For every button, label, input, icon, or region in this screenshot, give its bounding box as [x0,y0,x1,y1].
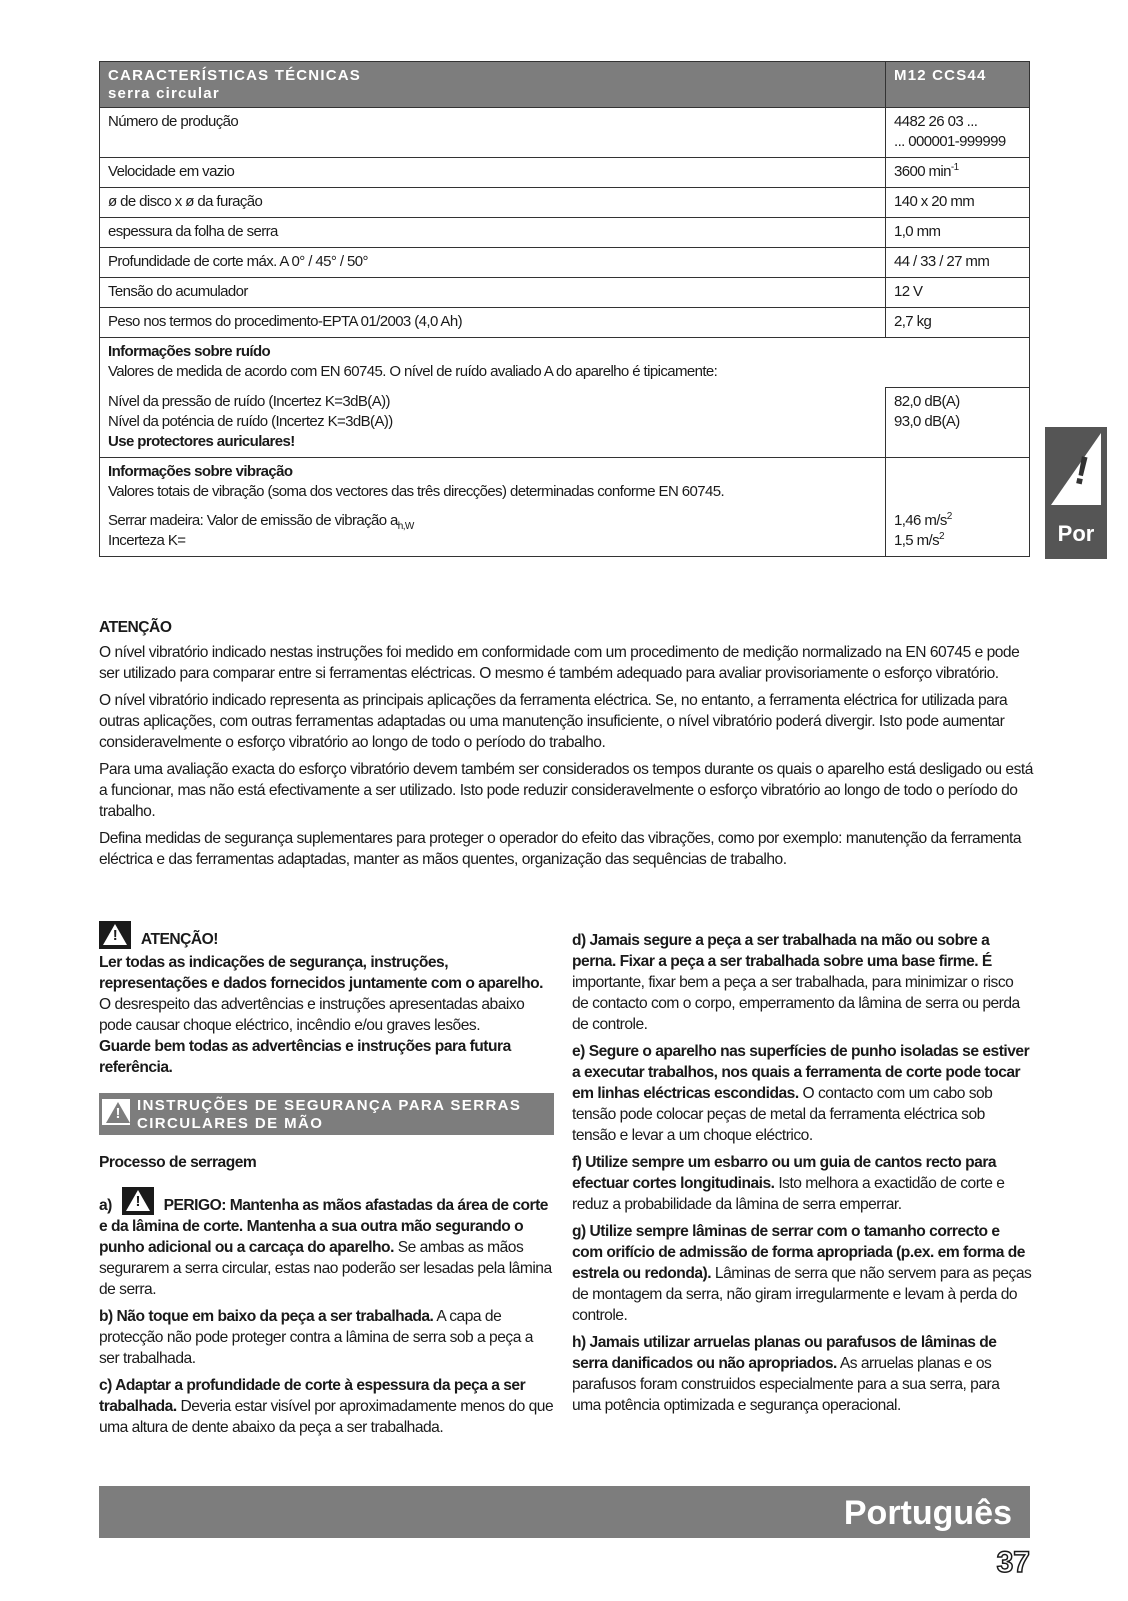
unit-exponent: 2 [946,510,952,522]
rule-h [572,1332,1032,1416]
vibration-emission-number: 1,46 m/s [894,511,947,529]
rule-d-bold: d) Jamais segure a peça a ser trabalhada na mão ou sobre a perna. Fixar a peça a ser trabalhada sobre uma base firme. É [572,932,992,970]
spec-value: 140 x 20 mm [886,188,1030,218]
noise-power-label: Nível da poténcia de ruído (Incertez K=3dB(A)) [108,412,393,430]
spec-value: 1,0 mm [886,218,1030,248]
vibration-uncertainty-number: 1,5 m/s [894,531,939,549]
spec-label: ø de disco x ø da furação [100,188,886,218]
rule-h-text: As arruelas planas e os parafusos foram construidos especialmente para a sua serra, para uma potência optimizada e segurança operacional. [572,1355,1000,1414]
atencao-section [99,617,1034,876]
warning-heading: ATENÇÃO! [140,931,218,948]
spec-value: 44 / 33 / 27 mm [886,248,1030,278]
noise-pressure-label: Nível da pressão de ruído (Incertez K=3dB(A)) [108,392,390,410]
spec-label: Peso nos termos do procedimento-EPTA 01/2003 (4,0 Ah) [100,308,886,338]
spec-model: M12 CCS44 [886,62,1030,108]
noise-intro: Valores de medida de acordo com EN 60745. O nível de ruído avaliado A do aparelho é tipicamente: [108,363,718,380]
side-tab-label: Por [1057,521,1095,546]
rule-e-bold: e) Segure o aparelho nas superfícies de punho isoladas se estiver a executar trabalhos, nos quais a ferramenta de corte pode tocar em linhas eléctricas escondidas. [572,1043,1030,1102]
vibration-cell [100,457,886,556]
language-side-tab [1045,427,1107,559]
spec-title: CARACTERÍSTICAS TÉCNICAS [108,67,361,84]
warning-heading-line [99,921,554,950]
warning-text: O desrespeito das advertências e instruções apresentadas abaixo pode causar choque eléctrico, incêndio e/ou graves lesões. [99,996,525,1034]
spec-label: Profundidade de corte máx. A 0° / 45° / 50° [100,248,886,278]
rule-f-bold: f) Utilize sempre um esbarro ou um guia de cantos recto para efectuar cortes longitudinais. [572,1154,997,1192]
spec-value-range: ... 000001-999999 [894,133,1006,150]
spec-row [100,308,1030,338]
spec-row [100,218,1030,248]
rule-c-bold: c) Adaptar a profundidade de corte à espessura da peça a ser trabalhada. [99,1377,526,1415]
rule-b-bold: b) Não toque em baixo da peça a ser trabalhada. [99,1308,434,1325]
footer-language: Português [843,1494,1012,1532]
rule-d-text: importante, fixar bem a peça a ser trabalhada, para minimizar o risco de contacto com o corpo, emperramento da lâmina de serra ou perda de controle. [572,974,1020,1033]
spec-label: Tensão do acumulador [100,278,886,308]
safety-title-line: INSTRUÇÕES DE SEGURANÇA PARA SERRAS [137,1097,522,1114]
spec-label: espessura da folha de serra [100,218,886,248]
noise-labels [100,388,886,458]
rule-a-bold: PERIGO: Mantenha as mãos afastadas da área de corte e da lâmina de corte. Mantenha a sua outra mão segurando o punho adicional ou a carcaça do aparelho. [99,1197,548,1256]
rule-c [99,1375,554,1438]
spec-row [100,278,1030,308]
safety-instructions-title [137,1097,521,1133]
spec-value: 4482 26 03 ... [894,113,978,130]
noise-intro-cell [100,338,1030,388]
right-column [572,930,1032,1422]
spec-title-cell [100,62,886,108]
rule-g-text: Lâminas de serra que não servem para as peças de montagem da serra, não giram irregularmente e levam à perda do controle. [572,1265,1032,1324]
atencao-paragraph: O nível vibratório indicado nestas instruções foi medido em conformidade com um procedimento de medição normalizado na EN 60745 e pode ser utilizado para comparar entre si ferramentas eléctricas. O mesmo é também adequado para avaliar provisoriamente o esforço vibratório. [99,644,1020,682]
spec-row [100,188,1030,218]
atencao-paragraph: Para uma avaliação exacta do esforço vibratório devem também ser considerados os tempos durante os quais o aparelho está desligado ou está a funcionar, mas não está efectivamente a ser utilizado. Isto pode reduzir consideravelmente o esforço vibratório ao longo de todo o período do trabalho. [99,761,1033,820]
rule-b [99,1306,554,1369]
spec-value: 2,7 kg [886,308,1030,338]
atencao-paragraph: O nível vibratório indicado representa as principais aplicações da ferramenta eléctrica. Se, no entanto, a ferramenta eléctrica for utilizada para outras aplicações, com outras ferramentas adaptadas ou uma manutenção insuficiente, o nível vibratório poderá divergir. Isto pode aumentar consideravelmente o esforço vibratório ao longo de todo o período do trabalho. [99,692,1008,751]
noise-value-cell [886,388,1030,458]
spec-row [100,108,1030,158]
vibration-subscript: h,W [397,520,414,532]
rule-f-text: Isto melhora a exactidão de corte e reduz a probabilidade da lâmina de serra emperrar. [572,1175,1005,1213]
spec-value-exponent: -1 [950,162,959,173]
spec-value-cell [886,158,1030,188]
rule-h-bold: h) Jamais utilizar arruelas planas ou parafusos de lâminas de serra danificados ou não apropriados. [572,1334,997,1372]
noise-power-value: 93,0 dB(A) [894,413,960,430]
exclamation-icon: ! [1070,448,1093,494]
vibration-heading: Informações sobre vibração [108,462,293,480]
rule-e [572,1041,1032,1146]
warning-triangle-icon [102,1099,130,1125]
process-heading: Processo de serragem [99,1154,257,1171]
rule-a-text: Se ambas as mãos segurarem a serra circular, estas nao poderão ser lesadas pela lâmina de serra. [99,1239,552,1298]
rule-e-text: O contacto com um cabo sob tensão pode colocar peças de metal da ferramenta eléctrica sob tensão e levar a um choque eléctrico. [572,1085,993,1144]
vibration-section [100,457,1030,556]
spec-row [100,248,1030,278]
unit-exponent: 2 [938,530,944,542]
rule-b-text: A capa de protecção não pode proteger contra a lâmina de serra sob a peça a ser trabalhada. [99,1308,533,1367]
rule-g [572,1221,1032,1326]
spec-table [99,61,1030,557]
vibration-emission-value [894,511,1021,531]
spec-header-row [100,62,1030,108]
safety-title-line: CIRCULARES DE MÃO [137,1115,324,1132]
ear-protection-warning: Use protectores auriculares! [108,432,295,450]
spec-label: Número de produção [100,108,886,158]
noise-heading: Informações sobre ruído [108,343,271,360]
rule-c-text: Deveria estar visível por aproximadamente menos do que uma altura de dente abaixo da peça a ser trabalhada. [99,1398,554,1436]
atencao-paragraph: Defina medidas de segurança suplementares para proteger o operador do efeito das vibrações, como por exemplo: manutenção da ferramenta eléctrica e das ferramentas adaptadas, manter as mãos quentes, organização das sequências de trabalho. [99,830,1022,868]
warning-triangle-icon [99,921,131,949]
left-column [99,921,554,1078]
noise-section [100,338,1030,388]
noise-pressure-value: 82,0 dB(A) [894,393,960,410]
noise-values [100,388,1030,458]
spec-subtitle: serra circular [108,85,220,102]
spec-label: Velocidade em vazio [100,158,886,188]
warning-keep-instructions: Guarde bem todas as advertências e instruções para futura referência. [99,1038,511,1076]
rule-g-bold: g) Utilize sempre lâminas de serrar com o tamanho correcto e com orifício de admissão de forma apropriada (p.ex. em forma de estrela ou redonda). [572,1223,1025,1282]
rule-d [572,930,1032,1035]
rule-a [99,1187,554,1300]
vibration-emission-text: Serrar madeira: Valor de emissão de vibração a [108,511,398,529]
footer-bar [99,1486,1030,1538]
atencao-heading: ATENÇÃO [99,619,172,636]
spec-value-cell [886,108,1030,158]
spec-value: 12 V [886,278,1030,308]
spec-row [100,158,1030,188]
left-column-rules [99,1152,554,1444]
warning-triangle-icon [122,1187,154,1215]
vibration-intro: Valores totais de vibração (soma dos vectores das três direcções) determinadas conforme EN 60745. [108,482,725,500]
vibration-value-cell [886,457,1030,556]
spec-value: 3600 min [894,163,951,180]
page-number: 37 [996,1546,1030,1579]
safety-instructions-heading-bar [99,1093,554,1135]
rule-letter: a) [99,1197,112,1214]
rule-f [572,1152,1032,1215]
vibration-emission-label [108,511,877,531]
warning-read-instructions: Ler todas as indicações de segurança, instruções, representações e dados fornecidos juntamente com o aparelho. [99,954,544,992]
vibration-uncertainty-label: Incerteza K= [108,531,186,549]
vibration-uncertainty-value [894,531,1021,551]
